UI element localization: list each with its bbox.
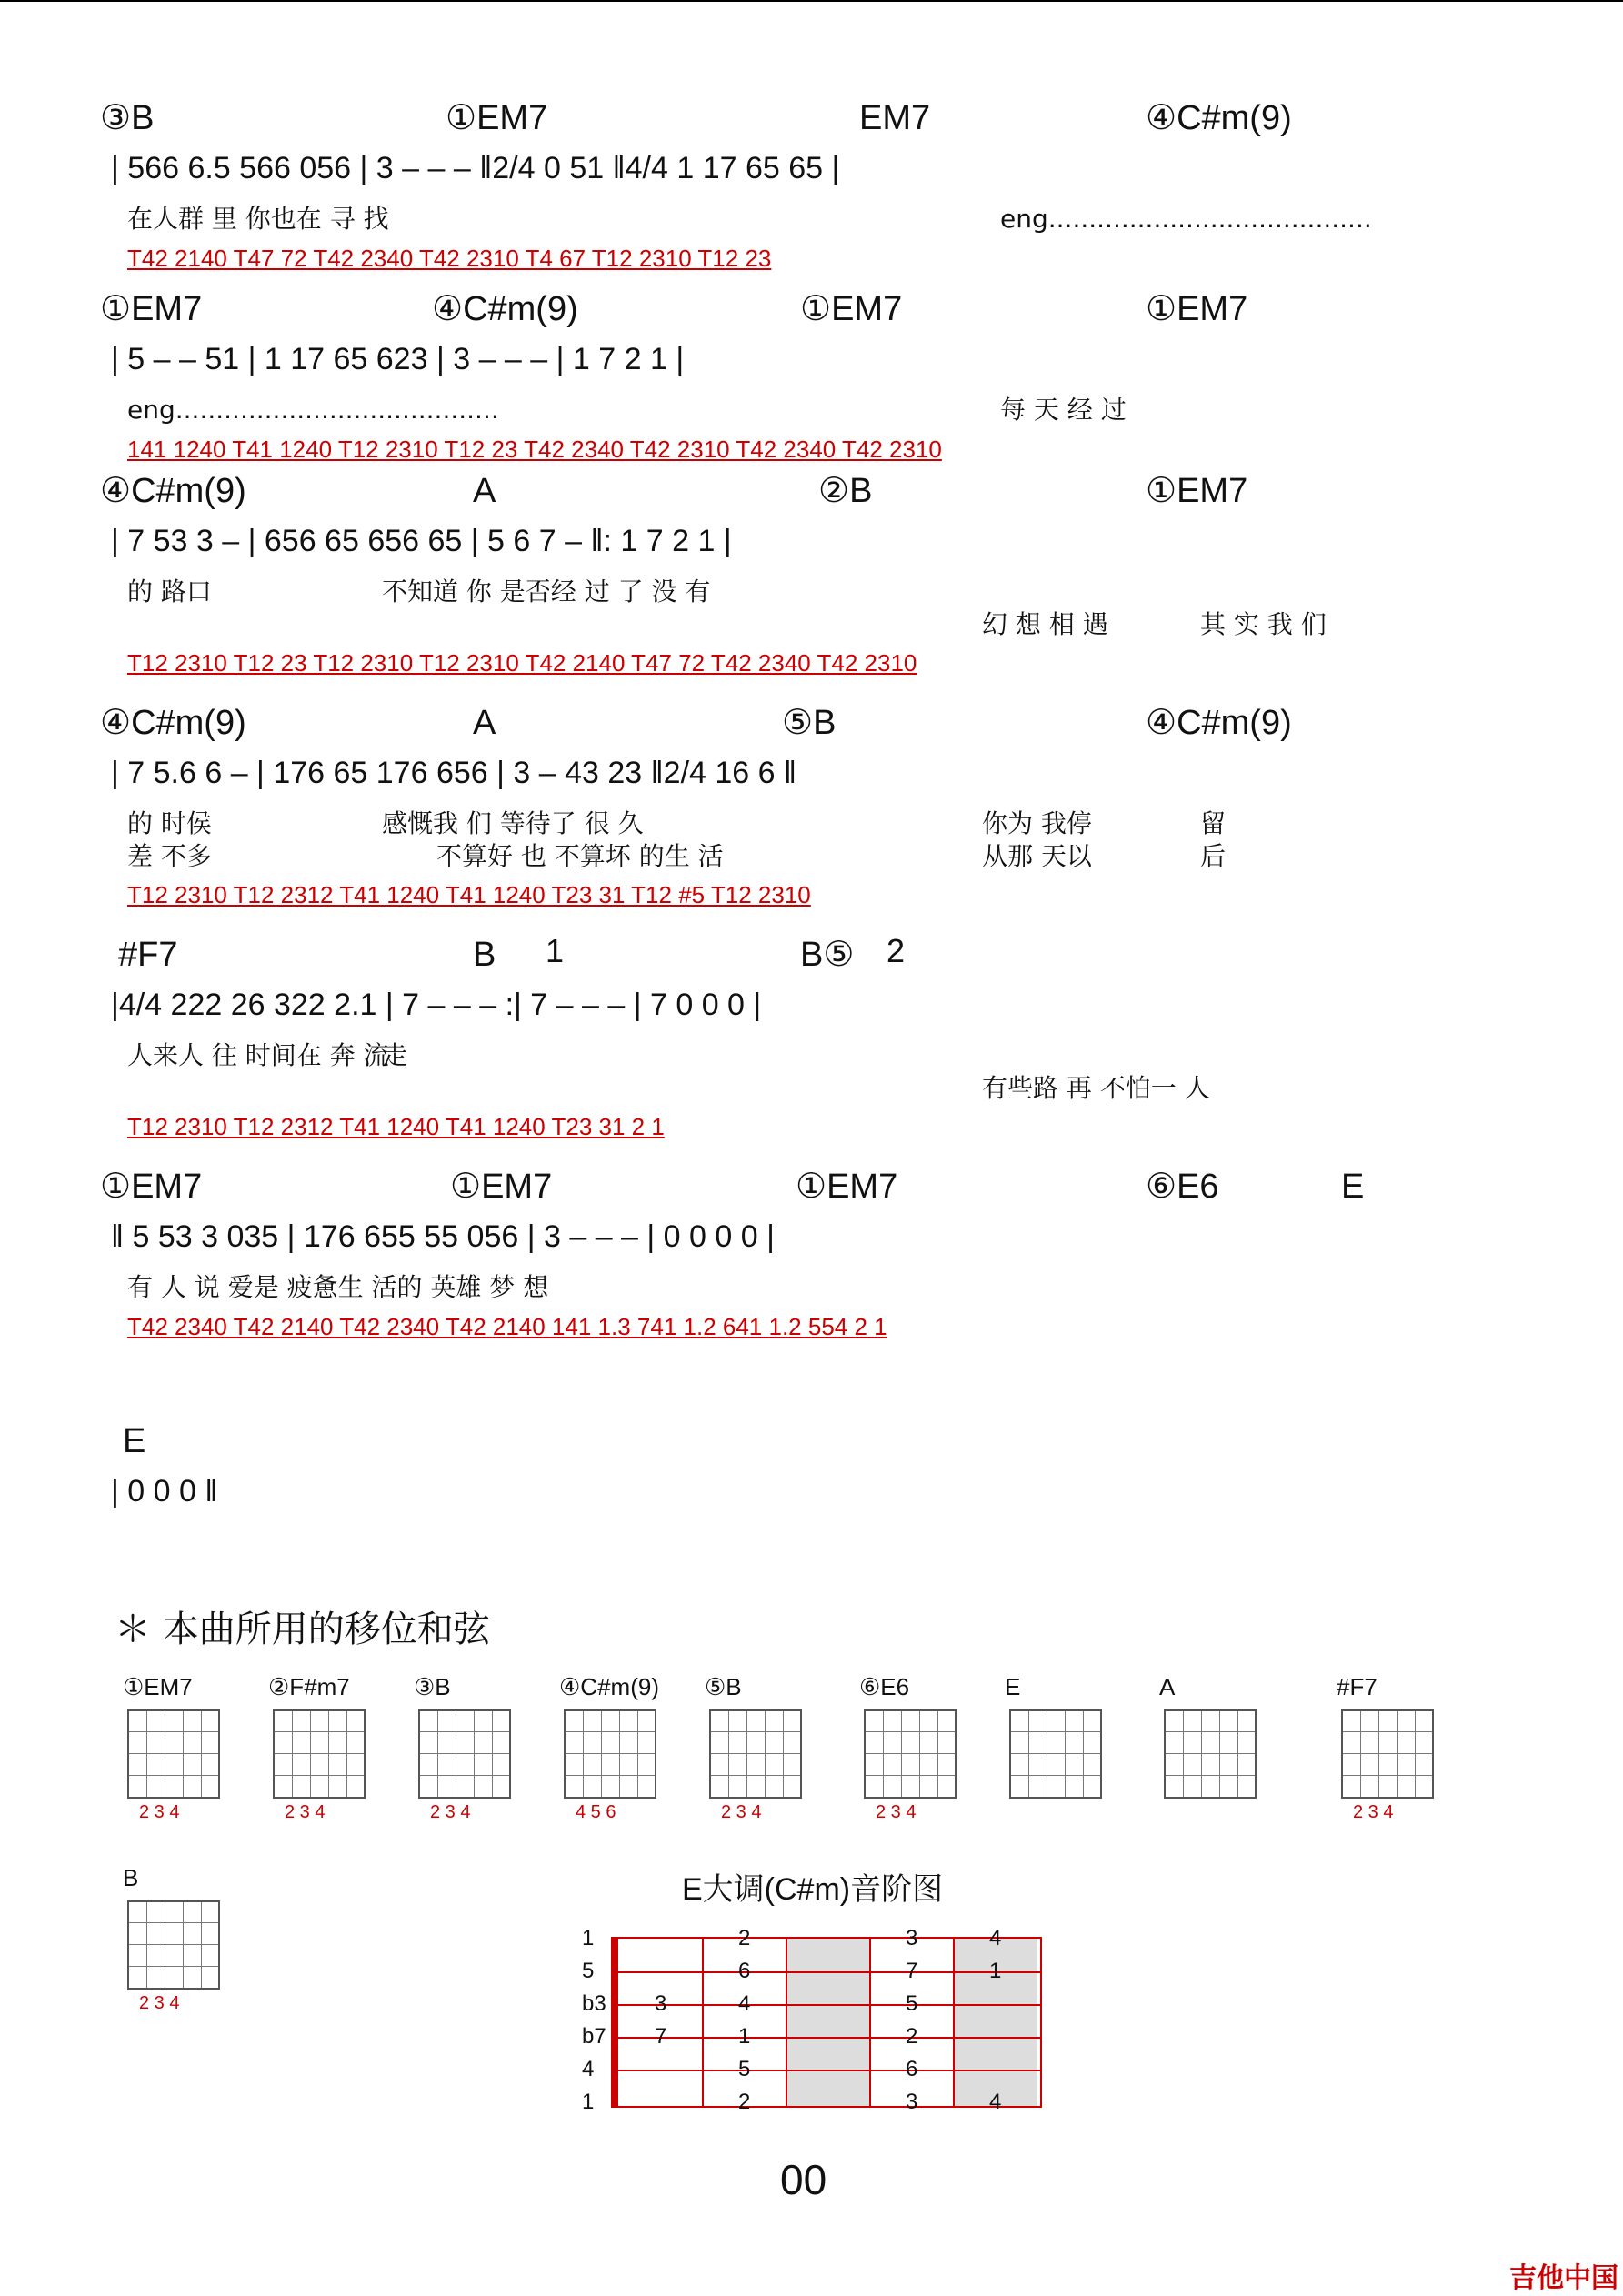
chord-grid [1341,1709,1434,1799]
chord-label: ①EM7 [100,1168,203,1206]
chord-label: ①EM7 [450,1168,553,1206]
tab-line: T12 2310 T12 2312 T41 1240 T41 1240 T23 31 2 1 [127,1113,665,1140]
chord-fingering: 2 3 4 [876,1802,917,1822]
chord-grid [418,1709,511,1799]
scale-note: 4 [738,1991,751,2016]
lyrics-line: 留 [1200,808,1227,838]
chord-grid [709,1709,802,1799]
chord-grid [273,1709,366,1799]
chord-diagram-name: A [1159,1673,1176,1700]
chord-label: ③B [100,99,155,137]
lyrics-line: 不算好 也 不算坏 的生 活 [436,841,724,871]
chord-label: ⑤B [782,704,837,742]
chord-diagram-name: ⑥E6 [859,1673,910,1700]
lyrics-line: eng........................................ [1000,204,1372,234]
notation-line: | 7 5.6 6 – | 176 65 176 656 | 3 – 43 23 ‖2/4 16 6 ‖ [111,756,797,790]
chord-grid [864,1709,957,1799]
lyrics-line: 差 不多 [127,841,212,871]
lyrics-line: 你为 我停 [982,808,1092,838]
chord-label: ①EM7 [100,290,203,328]
chord-fingering: 2 3 4 [430,1802,471,1822]
chord-label: ①EM7 [796,1168,898,1206]
lyrics-line: 的 路口 [127,577,212,607]
chord-diagram-name: B [123,1864,139,1891]
lyrics-line: 有 人 说 爱是 疲惫生 活的 英雄 梦 想 [127,1272,549,1302]
chord-label: E [1341,1168,1365,1206]
scale-note: 6 [738,1959,751,1983]
watermark-logo: 吉他中国 [1509,2263,1618,2293]
chord-label: ①EM7 [446,99,548,137]
scale-note: 2 [738,1926,751,1950]
chord-label: B⑤ [800,936,855,974]
chord-label: ②B [818,472,873,510]
lyrics-line: 在人群 里 你也在 寻 找 [127,204,389,234]
tab-line: T42 2340 T42 2140 T42 2340 T42 2140 141 1.3 741 1.2 641 1.2 554 2 1 [127,1313,887,1340]
chord-label: ①EM7 [800,290,903,328]
lyrics-line: 从那 天以 [982,841,1092,871]
chord-diagram-name: #F7 [1337,1673,1378,1700]
scale-note: 4 [989,1926,1002,1950]
volta-number: 1 [546,932,565,969]
scale-note: 2 [906,2024,918,2049]
chord-diagram-name: ①EM7 [123,1673,193,1700]
lyrics-line: 有些路 再 不怕一 人 [982,1073,1210,1103]
chord-label: B [473,936,496,974]
scale-line [618,2070,1040,2071]
lyrics-line: 的 时侯 [127,808,212,838]
chord-label: ④C#m(9) [432,290,578,328]
scale-line [618,1971,1040,1973]
notation-line: | 0 0 0 ‖ [111,1474,218,1509]
notation-line: | 7 53 3 – | 656 65 656 65 | 5 6 7 – ‖: 1 7 2 1 | [111,524,732,558]
chord-label: A [473,704,496,742]
scale-title: E大调(C#m)音阶图 [682,1872,944,1907]
scale-note: 1 [989,1959,1002,1983]
scale-note: 4 [989,2090,1002,2114]
chord-grid [1164,1709,1257,1799]
lyrics-line: eng........................................ [127,395,499,425]
chord-label: ④C#m(9) [1146,704,1292,742]
top-rule [0,0,1623,2]
chord-grid [127,1900,220,1990]
volta-number: 2 [887,932,906,969]
scale-note: 3 [655,1991,667,2016]
chord-grid [1009,1709,1102,1799]
scale-note: 2 [738,2090,751,2114]
scale-note: 5 [738,2057,751,2081]
notation-line: |4/4 222 26 322 2.1 | 7 – – – :| 7 – – – | 7 0 0 0 | [111,988,762,1022]
tab-line: T12 2310 T12 2312 T41 1240 T41 1240 T23 31 T12 #5 T12 2310 [127,881,811,908]
scale-fret [786,1939,787,2106]
chord-fingering: 2 3 4 [721,1802,762,1822]
chord-label: ①EM7 [1146,472,1248,510]
scale-shade-1 [786,1939,869,2106]
lyrics-line: 感慨我 们 等待了 很 久 [382,808,644,838]
scale-note: 3 [906,2090,918,2114]
chord-diagram-name: ②F#m7 [268,1673,350,1700]
tab-line: 141 1240 T41 1240 T12 2310 T12 23 T42 2340 T42 2310 T42 2340 T42 2310 [127,436,942,463]
scale-fret [702,1939,704,2106]
chord-fingering: 2 3 4 [139,1993,180,2013]
scale-note: 7 [655,2024,667,2049]
chord-diagram-name: ④C#m(9) [559,1673,659,1700]
tab-line: T12 2310 T12 23 T12 2310 T12 2310 T42 2140 T47 72 T42 2340 T42 2310 [127,649,917,677]
chord-diagram-name: ⑤B [705,1673,742,1700]
chord-diagram-name: ③B [414,1673,451,1700]
chord-label: EM7 [859,99,931,137]
scale-note: 6 [906,2057,918,2081]
scale-string-label: 5 [582,1959,595,1983]
page-number: 00 [780,2156,827,2203]
scale-note: 1 [738,2024,751,2049]
chord-fingering: 2 3 4 [285,1802,326,1822]
notation-line: | 566 6.5 566 056 | 3 – – – ‖2/4 0 51 ‖4/4 1 17 65 65 | [111,151,840,185]
chord-fingering: 4 5 6 [576,1802,616,1822]
chord-label: E [123,1422,146,1460]
chord-fingering: 2 3 4 [139,1802,180,1822]
lyrics-line: 人来人 往 时间在 奔 流 [127,1040,389,1070]
tab-line: T42 2140 T47 72 T42 2340 T42 2310 T4 67 T12 2310 T12 23 [127,245,772,272]
scale-fret [953,1939,955,2106]
chord-grid [564,1709,656,1799]
chord-label: A [473,472,496,510]
chord-label: ④C#m(9) [1146,99,1292,137]
scale-note: 3 [906,1926,918,1950]
scale-chart [611,1937,1042,2108]
chord-label: ④C#m(9) [100,472,246,510]
chord-label: #F7 [118,936,178,974]
scale-note: 7 [906,1959,918,1983]
scale-fret [869,1939,871,2106]
scale-string-label: 4 [582,2057,595,2081]
chord-diagram-name: E [1005,1673,1021,1700]
scale-string-label: 1 [582,1926,595,1950]
notation-line: ‖ 5 53 3 035 | 176 655 55 056 | 3 – – – | 0 0 0 0 | [111,1219,775,1254]
lyrics-line: 后 [1200,841,1227,871]
scale-string-label: b7 [582,2024,606,2049]
lyrics-line: 幻 想 相 遇 [982,609,1108,639]
chord-label: ①EM7 [1146,290,1248,328]
lyrics-line: 其 实 我 们 [1200,609,1327,639]
chord-fingering: 2 3 4 [1353,1802,1394,1822]
chord-label: ⑥E6 [1146,1168,1219,1206]
scale-line [618,2004,1040,2006]
lyrics-line: 走 [382,1040,408,1070]
scale-line [618,2037,1040,2039]
chord-label: ④C#m(9) [100,704,246,742]
scale-string-label: b3 [582,1991,606,2016]
lyrics-line: 每 天 经 过 [1000,395,1127,425]
notation-line: | 5 – – 51 | 1 17 65 623 | 3 – – – | 1 7 2 1 | [111,342,685,376]
scale-string-label: 1 [582,2090,595,2114]
chord-grid [127,1709,220,1799]
lyrics-line: 不知道 你 是否经 过 了 没 有 [382,577,711,607]
chord-section-title: ＊ 本曲所用的移位和弦 [115,1609,490,1650]
scale-note: 5 [906,1991,918,2016]
